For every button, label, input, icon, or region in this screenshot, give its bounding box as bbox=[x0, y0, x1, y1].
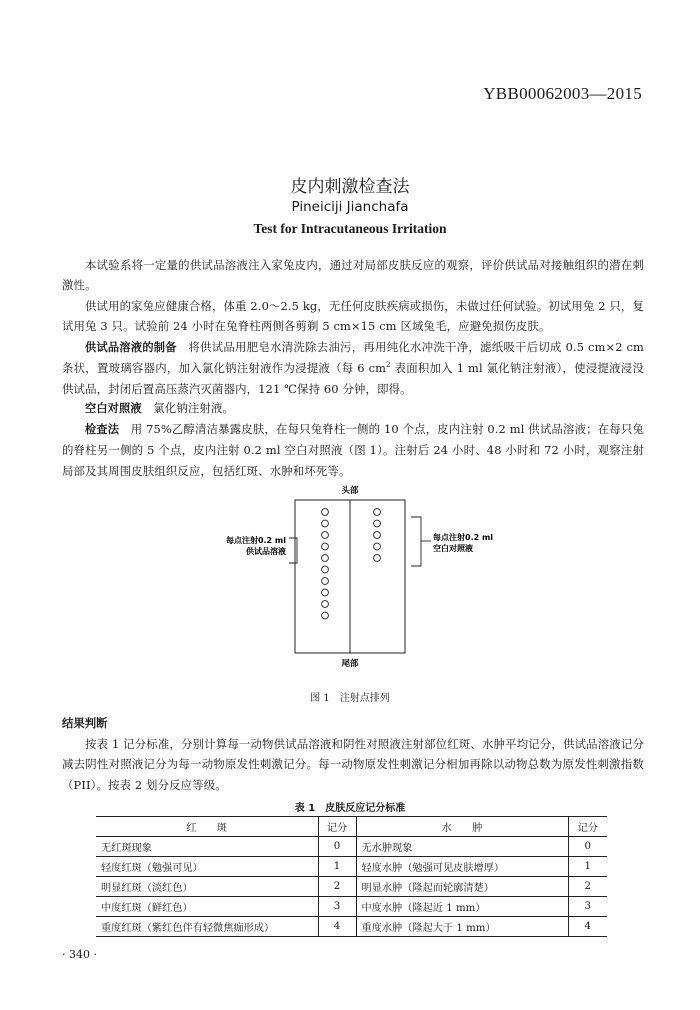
control-injection-point bbox=[374, 532, 381, 539]
table-row bbox=[96, 837, 607, 857]
erythema-cell: 无红斑现象 bbox=[96, 837, 318, 857]
control-injection-points bbox=[374, 509, 381, 562]
edema-score-cell: 2 bbox=[568, 877, 607, 897]
erythema-cell: 轻度红斑（勉强可见） bbox=[96, 857, 318, 877]
control-injection-point bbox=[374, 543, 381, 550]
edema-cell: 中度水肿（隆起近 1 mm） bbox=[356, 897, 568, 917]
table-row bbox=[96, 877, 607, 897]
edema-score-cell: 0 bbox=[568, 837, 607, 857]
control-injection-point bbox=[374, 555, 381, 562]
edema-cell: 明显水肿（隆起而轮廓清楚） bbox=[356, 877, 568, 897]
animals-paragraph: 供试用的家兔应健康合格，体重 2.0～2.5 kg，无任何皮肤疾病或损伤，未做过任何试验。初试用兔 2 只，复试用兔 3 只。试验前 24 小时在兔脊柱两侧各剪剃 5 cm×15 cm 区域兔毛，应避免损伤皮肤。 bbox=[62, 299, 644, 334]
results-heading: 结果判断 bbox=[62, 716, 108, 730]
control-injection-point bbox=[374, 520, 381, 527]
sample-injection-points bbox=[322, 509, 329, 619]
sample-injection-point bbox=[322, 543, 329, 550]
preparation-heading: 供试品溶液的制备 bbox=[85, 341, 177, 354]
control-injection-point bbox=[374, 509, 381, 516]
edema-score-cell: 4 bbox=[568, 917, 607, 937]
injection-site-diagram bbox=[185, 480, 515, 670]
procedure-text: 用 75%乙醇清洁暴露皮肤，在每只兔脊柱一侧的 10 个点，皮内注射 0.2 ml 供试品溶液；在每只兔的脊柱另一侧的 5 个点，皮内注射 0.2 ml 空白对照液（图 1）。注射后 24 小时、48 小时和 72 小时，观察注射局部及其周围皮肤组织反应，包括红斑、水肿和坏死等。 bbox=[62, 422, 644, 478]
right-label-line1: 每点注射0.2 ml bbox=[433, 533, 494, 542]
sample-injection-point bbox=[322, 589, 329, 596]
procedure-heading: 检查法 bbox=[85, 423, 120, 436]
sample-injection-point bbox=[322, 566, 329, 573]
page-number: · 340 · bbox=[62, 948, 97, 961]
sample-injection-point bbox=[322, 520, 329, 527]
preparation-text-1: 将供试品用肥皂水清洗除去油污，再用纯化水冲洗干净，滤纸吸干后切成 0.5 cm×2 cm 条状，置玻璃容器内，加入氯化钠注射液作为浸提液（每 6 cm bbox=[62, 340, 645, 376]
diagram-head-label: 头部 bbox=[341, 486, 359, 496]
table-header-row bbox=[96, 817, 607, 837]
sample-injection-point bbox=[322, 532, 329, 539]
table-row bbox=[96, 897, 607, 917]
header-edema-score: 记分 bbox=[568, 817, 607, 837]
diagram-tail-label: 尾部 bbox=[341, 659, 359, 669]
figure-caption: 图 1 注射点排列 bbox=[310, 693, 390, 704]
erythema-cell: 中度红斑（鲜红色） bbox=[96, 897, 318, 917]
preparation-paragraph bbox=[62, 337, 644, 399]
edema-cell: 重度水肿（隆起大于 1 mm） bbox=[356, 917, 568, 937]
left-label-line2: 供试品溶液 bbox=[246, 547, 286, 556]
sample-injection-point bbox=[322, 555, 329, 562]
erythema-cell: 重度红斑（紫红色伴有轻微焦痂形成） bbox=[96, 917, 318, 937]
skin-reaction-score-table bbox=[96, 816, 607, 937]
results-paragraph: 按表 1 记分标准，分别计算每一动物供试品溶液和阴性对照液注射部位红斑、水肿平均记分，供试品溶液记分减去阴性对照液记分为每一动物原发性刺激记分。每一动物原发性刺激记分相加再除以动物总数为原发性刺激指数（PII）。按表 2 划分反应等级。 bbox=[62, 737, 644, 792]
header-erythema-score: 记分 bbox=[318, 817, 356, 837]
sample-injection-point bbox=[322, 509, 329, 516]
page-title-english: Test for Intracutaneous Irritation bbox=[253, 221, 447, 236]
standard-code: YBB00062003—2015 bbox=[483, 84, 642, 103]
edema-cell: 无水肿现象 bbox=[356, 837, 568, 857]
table-row bbox=[96, 917, 607, 937]
left-bracket bbox=[289, 538, 297, 563]
header-erythema: 红 斑 bbox=[96, 817, 318, 837]
table-caption: 表 1 皮肤反应记分标准 bbox=[294, 803, 406, 814]
sample-injection-point bbox=[322, 601, 329, 608]
page-title-pinyin: Pineiciji Jianchafa bbox=[291, 199, 409, 215]
sample-injection-point bbox=[322, 578, 329, 585]
edema-score-cell: 1 bbox=[568, 857, 607, 877]
edema-cell: 轻度水肿（勉强可见皮肤增厚） bbox=[356, 857, 568, 877]
erythema-cell: 明显红斑（淡红色） bbox=[96, 877, 318, 897]
edema-score-cell: 3 bbox=[568, 897, 607, 917]
erythema-score-cell: 2 bbox=[318, 877, 356, 897]
preparation-superscript: 2 bbox=[386, 361, 391, 370]
table-row bbox=[96, 857, 607, 877]
header-edema: 水 肿 bbox=[356, 817, 568, 837]
blank-control-heading: 空白对照液 bbox=[85, 402, 142, 415]
erythema-score-cell: 3 bbox=[318, 897, 356, 917]
left-label-line1: 每点注射0.2 ml bbox=[225, 536, 286, 545]
sample-injection-point bbox=[322, 612, 329, 619]
erythema-score-cell: 0 bbox=[318, 837, 356, 857]
erythema-score-cell: 4 bbox=[318, 917, 356, 937]
procedure-paragraph bbox=[62, 419, 644, 481]
preparation-text-2: 表面积加入 1 ml 氯化钠注射液），使浸提液浸没供试品，封闭后置高压蒸汽灭菌器内，121 ℃保持 60 分钟，即得。 bbox=[62, 361, 644, 396]
erythema-score-cell: 1 bbox=[318, 857, 356, 877]
right-label-line2: 空白对照液 bbox=[433, 544, 473, 553]
intro-paragraph: 本试验系将一定量的供试品溶液注入家兔皮内，通过对局部皮肤反应的观察，评价供试品对接触组织的潜在刺激性。 bbox=[62, 258, 644, 293]
right-bracket bbox=[411, 517, 421, 566]
blank-control-paragraph bbox=[62, 398, 644, 419]
blank-control-text: 氯化钠注射液。 bbox=[153, 401, 235, 415]
page-title: 皮内刺激检查法 bbox=[290, 177, 410, 197]
